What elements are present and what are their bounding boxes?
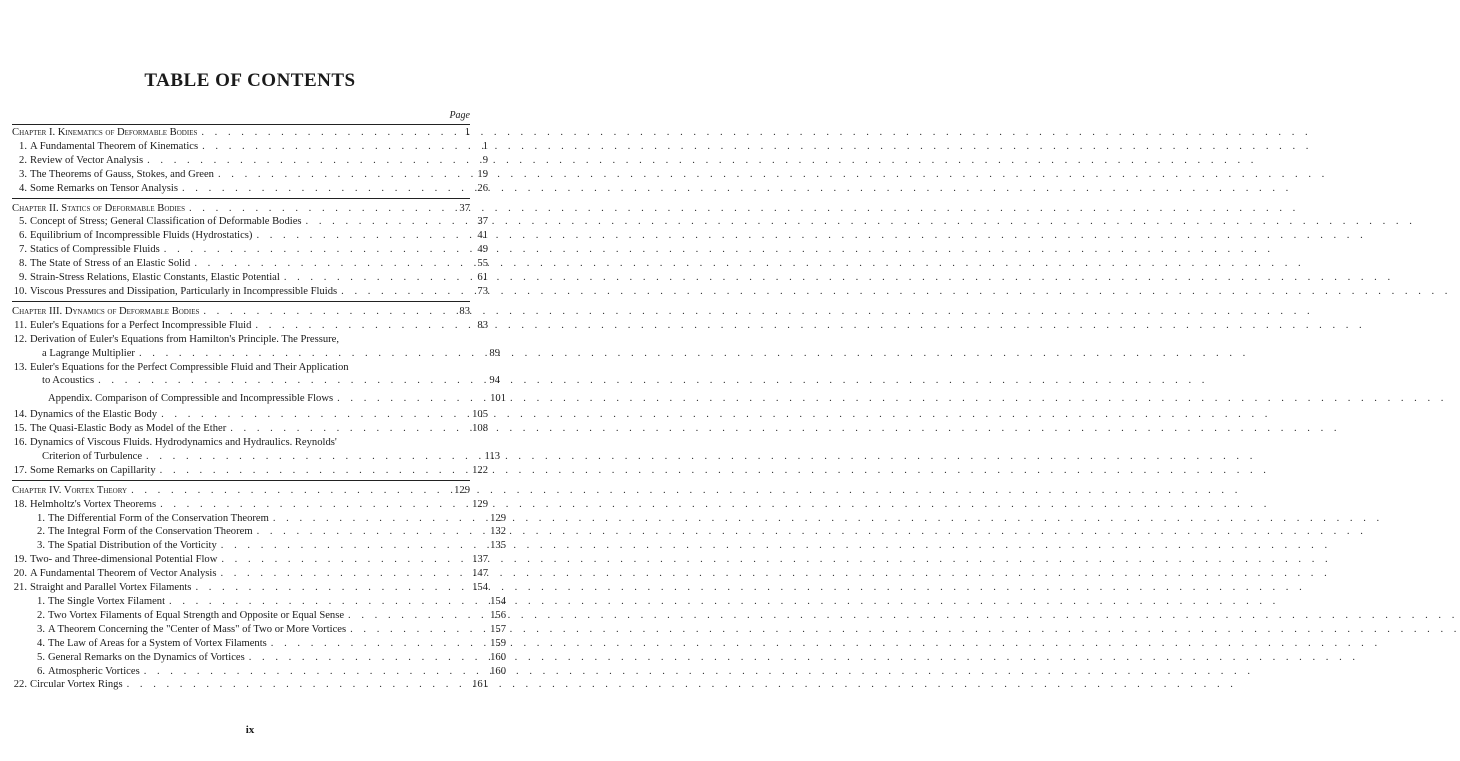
entry-title: Two- and Three-dimensional Potential Flow [30,554,218,566]
entry-page: 159 [490,637,506,649]
entry-title: The Law of Areas for a System of Vortex Filaments [48,637,267,649]
entry-title: The Integral Form of the Conservation Theorem [48,526,253,538]
entry-page: 105 [472,409,488,421]
entry-title: Derivation of Euler's Equations from Hamilton's Principle. The Pressure, [30,333,340,345]
entry-title: Straight and Parallel Vortex Filaments [30,582,192,594]
entry-number: 19. [13,554,27,566]
entry-number: 2. [37,609,45,621]
leader-dots [230,422,466,436]
leader-dots [256,229,466,243]
entry-number: 15. [13,423,27,435]
leader-dots [160,464,466,478]
entry-page: 19 [477,168,488,180]
subsection-entry [12,623,506,637]
entry-page: 26 [477,182,488,194]
entry-number: 18. [13,498,27,510]
entry-page: 37 [459,202,470,214]
leader-dots [144,665,484,679]
leader-dots [341,285,466,299]
entry-page: 157 [490,623,506,635]
entry-title: Helmholtz's Vortex Theorems [30,498,157,510]
section-entry [12,436,488,450]
subsection-entry [12,609,506,623]
subsection-entry [12,637,506,651]
entry-number: 17. [13,464,27,476]
leader-dots [201,126,448,140]
entry-title: Statics of Compressible Fluids [30,244,160,256]
entry-title: Dynamics of the Elastic Body [30,409,158,421]
section-entry [12,154,488,168]
leader-dots [348,609,484,623]
entry-number: 1. [37,512,45,524]
entry-title: The Single Vortex Filament [48,596,166,607]
section-entry [12,257,488,271]
leader-dots [147,154,466,168]
entry-number: 3. [19,168,27,180]
leader-dots [98,374,478,388]
subsection-entry [12,525,506,539]
leader-dots [194,257,466,271]
entry-page: 129 [472,498,488,510]
entry-page: 55 [477,258,488,270]
entry-title: A Fundamental Theorem of Kinematics [30,140,199,152]
entry-title: A Fundamental Theorem of Vector Analysis [30,568,217,580]
entry-page: 161 [472,679,488,691]
entry-title: Viscous Pressures and Dissipation, Particularly in Incompressible Fluids [30,285,338,297]
leader-dots [146,450,478,464]
entry-page: 83 [459,305,470,317]
leader-dots [127,678,466,692]
chapter-heading [12,305,470,319]
chapter-heading [12,202,470,216]
section-entry [12,678,488,692]
entry-page: 61 [477,272,488,284]
entry-number: 8. [19,258,27,270]
section-entry [12,333,488,347]
entry-title-continued: to Acoustics [42,375,95,387]
entry-page: 137 [472,554,488,566]
entry-number: 4. [19,182,27,194]
entry-title: The Theorems of Gauss, Stokes, and Green [30,168,214,180]
entry-number: 14. [13,409,27,421]
leader-dots [169,595,484,609]
entry-page: 132 [490,526,506,538]
section-entry [12,422,488,436]
entry-number: 5. [19,216,27,228]
entry-number: 9. [19,272,27,284]
section-entry [12,285,488,299]
leader-dots [220,567,466,581]
leader-dots [350,623,484,637]
entry-page: 154 [490,596,506,607]
entry-page: 37 [477,216,488,228]
entry-number: 22. [13,679,27,691]
subsection-entry [12,595,506,609]
entry-page: 122 [472,464,488,476]
entry-page: 154 [472,582,488,594]
entry-title: The Differential Form of the Conservation Theorem [48,512,269,524]
subsection-entry [12,665,506,679]
section-entry [12,243,488,257]
leader-dots [160,498,466,512]
leader-dots [271,637,484,651]
section-entry [12,168,488,182]
leader-dots [164,243,466,257]
entry-title: Euler's Equations for the Perfect Compressible Fluid and Their Application [30,361,349,373]
entry-title: A Theorem Concerning the "Center of Mass" of Two or More Vortices [48,623,347,635]
entry-title: Equilibrium of Incompressible Fluids (Hydrostatics) [30,230,253,242]
appendix-entry [12,392,506,406]
leader-dots [337,392,484,406]
entry-title: Chapter I. Kinematics of Deformable Bodies [12,127,198,138]
page-column-header: Page [449,110,470,121]
entry-title: Dynamics of Viscous Fluids. Hydrodynamics and Hydraulics. Reynolds' [30,437,337,449]
leader-dots [221,539,484,553]
entry-page: 9 [482,154,488,166]
entry-page: 49 [477,244,488,256]
entry-page: 160 [490,651,506,663]
entry-number: 16. [13,437,27,449]
subsection-entry [12,651,506,665]
page-number: ix [245,724,255,736]
entry-number: 13. [13,361,27,373]
chapter-rule [12,124,470,125]
chapter-rule [12,301,470,302]
entry-page: 135 [490,540,506,552]
leader-dots [249,651,484,665]
entry-number: 10. [13,285,27,297]
section-entry [12,229,488,243]
section-entry [12,464,488,478]
leader-dots [139,347,478,361]
entry-title-continued: Criterion of Turbulence [42,450,143,462]
entry-number: 6. [19,230,27,242]
entry-page: 73 [477,285,488,297]
leader-dots [218,168,466,182]
entry-title: The Spatial Distribution of the Vorticity [48,540,217,552]
entry-page: 83 [477,319,488,331]
entry-number: 21. [13,582,27,594]
entry-title: Euler's Equations for a Perfect Incompressible Fluid [30,319,252,331]
entry-number: 3. [37,623,45,635]
entry-title: The Quasi-Elastic Body as Model of the Ether [30,423,227,435]
entry-title: Appendix. Comparison of Compressible and Incompressible Flows [48,393,334,405]
leader-dots [255,319,466,333]
entry-number: 6. [37,665,45,677]
table-of-contents [12,122,506,692]
section-entry [12,498,488,512]
section-entry [12,361,488,375]
section-entry-continued [12,450,500,464]
entry-title-continued: a Lagrange Multiplier [42,347,135,359]
entry-number: 1. [19,140,27,152]
entry-title: Review of Vector Analysis [30,154,144,166]
leader-dots [257,525,484,539]
entry-title: Two Vortex Filaments of Equal Strength and Opposite or Equal Sense [48,609,345,621]
leader-dots [195,581,466,595]
entry-number: 4. [37,637,45,649]
entry-number: 11. [14,319,27,331]
section-entry-continued [12,347,500,361]
entry-page: 89 [489,347,500,359]
leader-dots [221,553,466,567]
entry-number: 2. [19,154,27,166]
entry-number: 2. [37,526,45,538]
chapter-rule [12,480,470,481]
section-entry [12,408,488,422]
section-entry [12,271,488,285]
leader-dots [273,512,484,526]
subsection-entry [12,512,506,526]
section-entry [12,140,488,154]
leader-dots [161,408,466,422]
entry-number: 12. [13,333,27,345]
entry-title: The State of Stress of an Elastic Solid [30,258,191,270]
subsection-entry [12,539,506,553]
entry-title: Chapter II. Statics of Deformable Bodies [12,202,185,214]
section-entry [12,567,488,581]
leader-dots [202,140,466,154]
section-entry [12,581,488,595]
entry-page: 1 [482,140,488,152]
leader-dots [189,202,448,216]
leader-dots [306,215,466,229]
leader-dots [203,305,448,319]
entry-page: 101 [490,393,506,405]
entry-title: General Remarks on the Dynamics of Vortices [48,651,245,663]
entry-title: Circular Vortex Rings [30,679,123,691]
entry-title: Atmospheric Vortices [48,665,140,677]
section-entry [12,553,488,567]
entry-page: 94 [489,375,500,387]
entry-page: 147 [472,568,488,580]
entry-number: 3. [37,540,45,552]
section-entry [12,215,488,229]
entry-page: 129 [490,512,506,524]
section-entry [12,319,488,333]
entry-page: 160 [490,665,506,677]
section-entry-continued [12,374,500,388]
chapter-heading [12,126,470,140]
entry-title: Strain-Stress Relations, Elastic Constants, Elastic Potential [30,272,280,284]
page-title: TABLE OF CONTENTS [144,70,356,91]
entry-page: 41 [477,230,488,242]
entry-page: 108 [472,423,488,435]
leader-dots [284,271,466,285]
entry-page: 129 [454,484,470,496]
entry-title: Chapter IV. Vortex Theory [12,484,128,496]
entry-title: Some Remarks on Tensor Analysis [30,182,178,194]
entry-title: Chapter III. Dynamics of Deformable Bodies [12,305,200,317]
leader-dots [182,182,466,196]
entry-title: Some Remarks on Capillarity [30,464,156,476]
entry-number: 1. [37,596,45,607]
entry-title: Concept of Stress; General Classification of Deformable Bodies [30,216,302,228]
chapter-rule [12,198,470,199]
entry-number: 20. [13,568,27,580]
entry-number: 5. [37,651,45,663]
chapter-heading [12,484,470,498]
leader-dots [131,484,448,498]
entry-page: 156 [490,609,506,621]
entry-page: 113 [484,450,500,462]
section-entry [12,182,488,196]
entry-page: 1 [464,127,470,138]
entry-number: 7. [19,244,27,256]
